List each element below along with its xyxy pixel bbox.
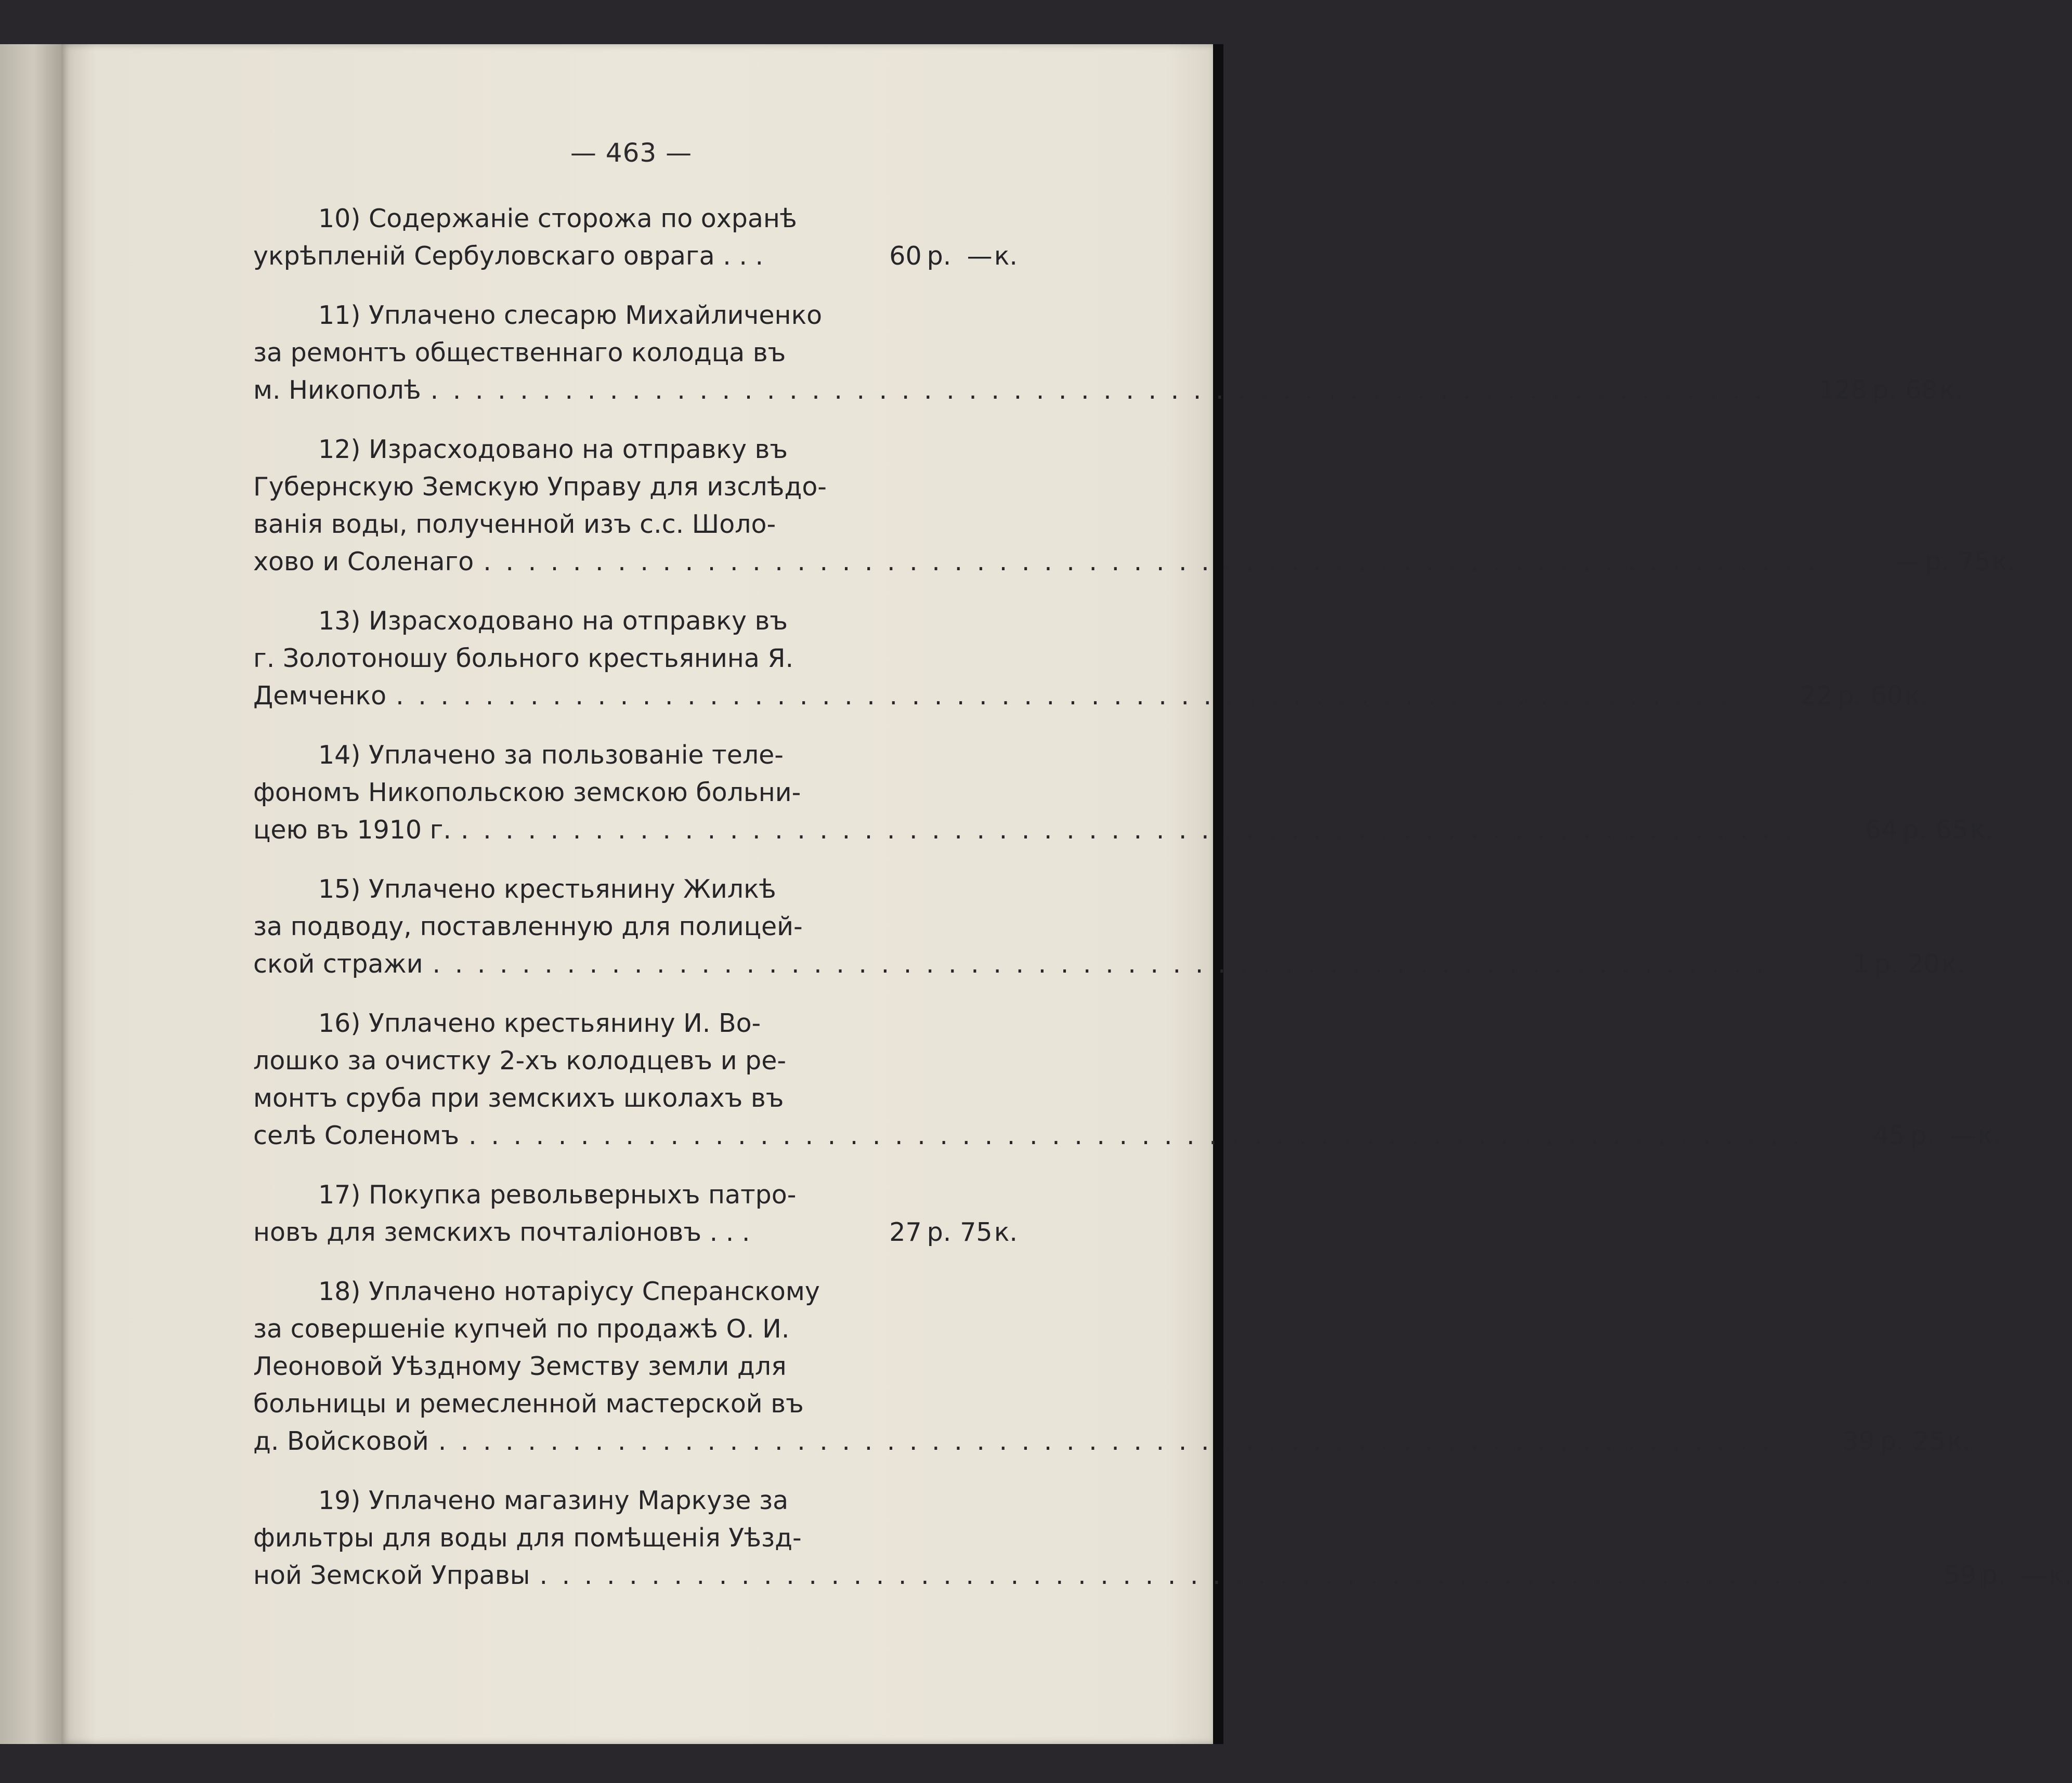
dot-leader: . . . . . . . . . . . . . . . . . . . . . . . . . . . . . . . . . . . . . . . . . . . . . . . . . . . . . . . . . . . . [468,1121,1804,1150]
entry-text: Губернскую Земскую Управу для изслѣдо- [253,472,827,502]
amount [851,238,1018,275]
entry-line [253,1348,1018,1385]
entry-text: за совершенiе купчей по продажѣ О. И. [253,1314,790,1344]
amount-rub-label: р. [1838,681,1862,711]
amount-rub: 60 [889,241,922,271]
facing-page-edge [0,44,61,1744]
expense-entry [253,1176,1018,1251]
entry-line [253,871,1018,908]
entry-text: 11) Уплачено слесарю Михайличенко [318,300,823,330]
entry-text: ной Земской Управы [253,1561,530,1590]
amount-rub-label: р. [1925,547,1950,576]
entry-text: ванiя воды, полученной изъ с.с. Шоло- [253,509,776,539]
entry-text: селѣ Соленомъ [253,1121,460,1150]
entry-text: 14) Уплачено за пользованiе теле- [318,740,784,770]
page-number: — 463 — [570,138,693,168]
amount-kop-label: к. [1939,375,1963,405]
entry-line [253,431,1018,468]
entry-text: 16) Уплачено крестьянину И. Во- [318,1008,761,1038]
amount-rub: — [1894,547,1920,576]
dot-leader: . . . . . . . . . . . . . . . . . . . . . . . . . . . . . . . . . . . . . . . . . . . . . . . . . . . . . . . . . . . . [430,375,1766,405]
entry-text: за подводу, поставленную для полицей- [253,912,803,941]
amount-kop-label: к. [994,1217,1018,1247]
amount-rub-label: р. [1910,1121,1935,1150]
expense-entry [253,737,1993,849]
amount-kop-label: к. [1992,547,2016,576]
amount-kop: 75 [1958,547,1991,576]
amount-rub: 45 [1872,1121,1906,1150]
entry-line [253,737,1018,774]
amount [1796,372,1963,409]
expense-entry [253,200,1018,275]
entry-text: больницы и ремесленной мастерской въ [253,1389,804,1419]
entry-text: 19) Уплачено магазину Маркузе за [318,1486,789,1515]
entry-text: укрѣпленiй Сербуловскаго оврага . . . [253,241,764,271]
entry-line [253,1273,1018,1310]
amount [1906,1557,2072,1594]
entry-line [253,1519,1018,1557]
entry-text: 12) Израсходовано на отправку въ [318,435,788,464]
entry-text: новъ для земскихъ почталiоновъ . . . [253,1217,750,1247]
entry-line [253,1482,1018,1519]
entry-line [253,677,1928,715]
entry-text: 17) Покупка револьверныхъ патро- [318,1180,797,1210]
amount-rub-label: р. [927,241,952,271]
amount-rub: 59 [1944,1561,1976,1590]
amount-kop: 65 [1935,815,1969,845]
entry-text: 13) Израсходовано на отправку въ [318,606,788,636]
amount-rub-label: р. [1902,815,1927,845]
amount-kop-label: к. [1947,1426,1971,1456]
dot-leader: . . . . . . . . . . . . . . . . . . . . . . . . . . . . . . . . . . . . . . . . . . . . . . . . . . . . . . . . . . . . [483,547,1818,576]
entry-line [253,238,1018,275]
entry-text: лошко за очистку 2-хъ колодцевъ и ре- [253,1046,787,1076]
amount-kop-label: к. [1905,681,1928,711]
amount-kop: 75 [960,1217,993,1247]
amount-kop-label: к. [2048,1561,2072,1590]
amount-rub-label: р. [927,1217,952,1247]
amount-rub: 39 [1842,1426,1875,1456]
entry-line [253,372,1963,409]
entry-text: 10) Содержанiе сторожа по охранѣ [318,204,797,233]
expense-entry [253,297,1963,409]
expense-entry [253,1482,2072,1594]
entry-text: г. Золотоношу больного крестьянина Я. [253,644,794,673]
expense-list [253,200,2072,1616]
entry-text: монтъ сруба при земскихъ школахъ въ [253,1083,784,1113]
amount-kop-label: к. [994,241,1018,271]
entry-text: 15) Уплачено крестьянину Жилкѣ [318,874,776,904]
entry-line [253,1214,1018,1251]
dot-leader: . . . . . . . . . . . . . . . . . . . . . . . . . . . . . . . . . . . . . . . . . . . . . . . . . . . . . . . . . . . . [432,949,1768,979]
entry-text: Леоновой Уѣздному Земству земли для [253,1352,787,1381]
entry-line [253,946,1965,983]
amount-rub: 22 [1800,681,1833,711]
amount [1827,811,1993,849]
expense-entry [253,1005,2001,1155]
amount-kop: 20 [1907,949,1940,979]
entry-line [253,1080,1018,1117]
entry-text: д. Войсковой [253,1426,429,1456]
entry-line [253,1005,1018,1042]
amount-rub-label: р. [1880,1426,1905,1456]
amount-kop: — [2021,1561,2047,1590]
amount-kop: 60 [1870,681,1904,711]
entry-text: Демченко [253,681,387,711]
amount-rub: 1 [1853,949,1869,979]
entry-line [253,602,1018,640]
amount [1762,677,1928,715]
entry-text: фономъ Никопольскою земскою больни- [253,778,801,807]
amount-kop: 25 [1913,1426,1946,1456]
amount-rub-label: р. [1981,1561,2006,1590]
amount-rub-label: р. [1874,949,1899,979]
amount-kop: — [1950,1121,1976,1150]
entry-line [253,811,1993,849]
entry-line [253,640,1018,677]
amount [1804,1423,1971,1460]
entry-line [253,506,1018,543]
entry-line [253,1042,1018,1080]
entry-line [253,1385,1018,1423]
dot-leader: . . . . . . . . . . . . . . . . . . . . . . . . . . . . . . . . . . . . . . . . . . . . . . . . . . . . . . . . . . . . [461,815,1796,845]
entry-line [253,468,1018,506]
dot-leader: . . . . . . . . . . . . . . . . . . . . . . . . . . . . . . . . . . . . . . . . . . . . . . . . . . . . . . . . . . . . [438,1426,1774,1456]
amount-kop-label: к. [1970,815,1993,845]
entry-text: ской стражи [253,949,423,979]
amount-rub: 128 [1818,375,1867,405]
entry-line [253,1310,1018,1348]
entry-line [253,1423,1971,1460]
amount-rub: 64 [1865,815,1898,845]
dot-leader: . . . . . . . . . . . . . . . . . . . . . . . . . . . . . . . . . . . . . . . . . . . . . . . . . . . . . . . . . . . . [539,1561,1875,1590]
entry-text: цею въ 1910 г. [253,815,451,845]
expense-entry [253,431,2016,581]
entry-text: м. Никополѣ [253,375,421,405]
entry-line [253,543,2016,581]
entry-text: хово и Соленаго [253,547,474,576]
entry-line [253,297,1018,334]
expense-entry [253,1273,1971,1460]
entry-line [253,1176,1018,1214]
entry-line [253,908,1018,946]
entry-text: 18) Уплачено нотарiусу Сперанскому [318,1277,820,1306]
entry-line [253,334,1018,372]
entry-text: за ремонтъ общественнаго колодца въ [253,338,786,368]
amount-kop: 68 [1905,375,1938,405]
entry-line [253,1117,2001,1155]
amount [851,1214,1018,1251]
expense-entry [253,871,1965,983]
amount [1799,946,1965,983]
amount-kop-label: к. [1977,1121,2001,1150]
amount-rub: 27 [889,1217,922,1247]
entry-line [253,1557,2072,1594]
binding-shadow [1213,44,1223,1744]
entry-text: фильтры для воды для помѣщенiя Уѣзд- [253,1523,802,1553]
expense-entry [253,602,1928,715]
entry-line [253,200,1018,238]
amount-rub-label: р. [1872,375,1897,405]
amount-kop-label: к. [1941,949,1965,979]
amount [1849,543,2016,581]
amount [1835,1117,2001,1155]
amount-kop: — [967,241,993,271]
dot-leader: . . . . . . . . . . . . . . . . . . . . . . . . . . . . . . . . . . . . . . . . . . . . . . . . . . . . . . . . . . . . [396,681,1731,711]
entry-line [253,774,1018,811]
